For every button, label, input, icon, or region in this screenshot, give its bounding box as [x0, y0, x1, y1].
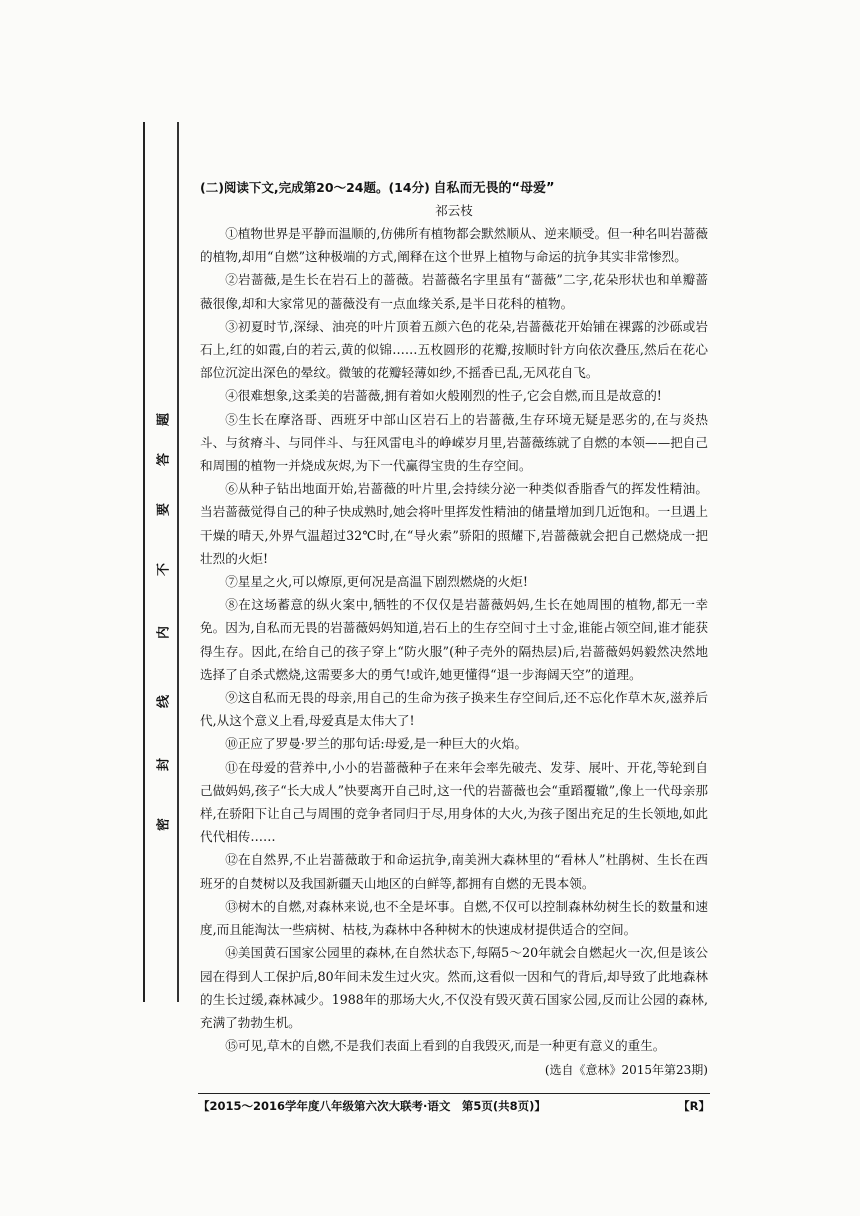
passage-author: 祁云枝 [435, 203, 473, 218]
margin-label: 内 [156, 626, 172, 640]
footer-exam-info: 【2015～2016学年度八年级第六次大联考·语文 第5页(共8页)】 [198, 1099, 546, 1113]
binding-line-outer [143, 122, 145, 1002]
paragraph: ③初夏时节,深绿、油亮的叶片顶着五颜六色的花朵,岩蔷薇花开始铺在裸露的沙砾或岩石上,红的如霞,白的若云,黄的似锦……五枚圆形的花瓣,按顺时针方向依次叠压,然后在花心部位沉淀出深色的晕纹。微皱的花瓣轻薄如纱,不摇香已乱,无风花自飞。 [200, 318, 708, 381]
margin-label: 不 [156, 563, 172, 577]
margin-label: 密 [156, 818, 172, 832]
margin-label: 要 [156, 503, 172, 517]
source-citation: (选自《意林》2015年第23期) [544, 1063, 708, 1078]
paragraph: ⑨这自私而无畏的母亲,用自己的生命为孩子换来生存空间后,还不忘化作草木灰,滋养后代,从这个意义上看,母爱真是太伟大了! [200, 690, 708, 729]
reading-passage [200, 178, 708, 1083]
passage-title: 自私而无畏的“母爱” [433, 181, 555, 196]
margin-label: 线 [156, 695, 172, 709]
margin-label: 封 [156, 758, 172, 772]
paragraph: ⑥从种子钻出地面开始,岩蔷薇的叶片里,会持续分泌一种类似香脂香气的挥发性精油。当岩蔷薇觉得自己的种子快成熟时,她会将叶里挥发性精油的储量增加到几近饱和。一旦遇上干燥的晴天,外界气温超过32℃时,在“导火索”骄阳的照耀下,岩蔷薇就会把自己燃烧成一把壮烈的火炬! [200, 481, 708, 566]
margin-label: 答 [156, 453, 172, 467]
binding-margin-labels [150, 410, 174, 830]
paragraph: ⑮可见,草木的自燃,不是我们表面上看到的自我毁灭,而是一种更有意义的重生。 [225, 1038, 666, 1054]
paragraph: ⑪在母爱的营养中,小小的岩蔷薇种子在来年会率先破壳、发芽、展叶、开花,等轮到自己做妈妈,孩子“长大成人”快要离开自己时,这一代的岩蔷薇也会“重蹈覆辙”,像上一代母亲那样,在骄阳下让自己与周围的竞争者同归于尽,用身体的大火,为孩子图出充足的生长领地,如此代代相传…… [200, 759, 708, 845]
paragraph: ⑧在这场蓄意的纵火案中,牺牲的不仅仅是岩蔷薇妈妈,生长在她周围的植物,都无一幸免。因为,自私而无畏的岩蔷薇妈妈知道,岩石上的生存空间寸土寸金,谁能占领空间,谁才能获得生存。因此,在给自己的孩子穿上“防火服”(种子壳外的隔热层)后,岩蔷薇妈妈毅然决然地选择了自杀式燃烧,这需要多大的勇气!或许,她更懂得“退一步海阔天空”的道理。 [200, 597, 708, 682]
section-heading: (二)阅读下文,完成第20～24题。(14分) [200, 180, 430, 195]
paragraph: ⑩正应了罗曼·罗兰的那句话:母爱,是一种巨大的火焰。 [225, 736, 528, 752]
binding-line-inner [177, 122, 179, 1002]
margin-label: 题 [156, 413, 172, 427]
footer-version-mark: 【R】 [678, 1099, 710, 1113]
paragraph: ⑫在自然界,不止岩蔷薇敢于和命运抗争,南美洲大森林里的“看林人”杜鹃树、生长在西班牙的自焚树以及我国新疆天山地区的白鲜等,都拥有自燃的无畏本领。 [200, 852, 708, 891]
paragraph: ②岩蔷薇,是生长在岩石上的蔷薇。岩蔷薇名字里虽有“蔷薇”二字,花朵形状也和单瓣蔷薇很像,却和大家常见的蔷薇没有一点血缘关系,是半日花科的植物。 [200, 272, 708, 311]
paragraph: ①植物世界是平静而温顺的,仿佛所有植物都会默然顺从、逆来顺受。但一种名叫岩蔷薇的植物,却用“自燃”这种极端的方式,阐释在这个世界上植物与命运的抗争其实非常惨烈。 [200, 226, 708, 265]
paragraph: ⑤生长在摩洛哥、西班牙中部山区岩石上的岩蔷薇,生存环境无疑是恶劣的,在与炎热斗、与贫瘠斗、与同伴斗、与狂风雷电斗的峥嵘岁月里,岩蔷薇练就了自燃的本领——把自己和周围的植物一并烧成灰烬,为下一代赢得宝贵的生存空间。 [200, 411, 708, 474]
paragraph: ⑬树木的自燃,对森林来说,也不全是坏事。自燃,不仅可以控制森林幼树生长的数量和速度,而且能淘汰一些病树、枯枝,为森林中各种树木的快速成材提供适合的空间。 [200, 898, 708, 938]
paragraph: ⑭美国黄石国家公园里的森林,在自然状态下,每隔5～20年就会自燃起火一次,但是该公园在得到人工保护后,80年间未发生过火灾。然而,这看似一因和气的背后,却导致了此地森林的生长过缓,森林减少。1988年的那场大火,不仅没有毁灭黄石国家公园,反而让公园的森林,充满了勃勃生机。 [200, 945, 708, 1030]
page-footer [198, 1093, 710, 1120]
paragraph: ⑦星星之火,可以燎原,更何况是高温下剧烈燃烧的火炬! [225, 574, 528, 590]
paragraph: ④很难想象,这柔美的岩蔷薇,拥有着如火般刚烈的性子,它会自燃,而且是故意的! [225, 388, 662, 404]
